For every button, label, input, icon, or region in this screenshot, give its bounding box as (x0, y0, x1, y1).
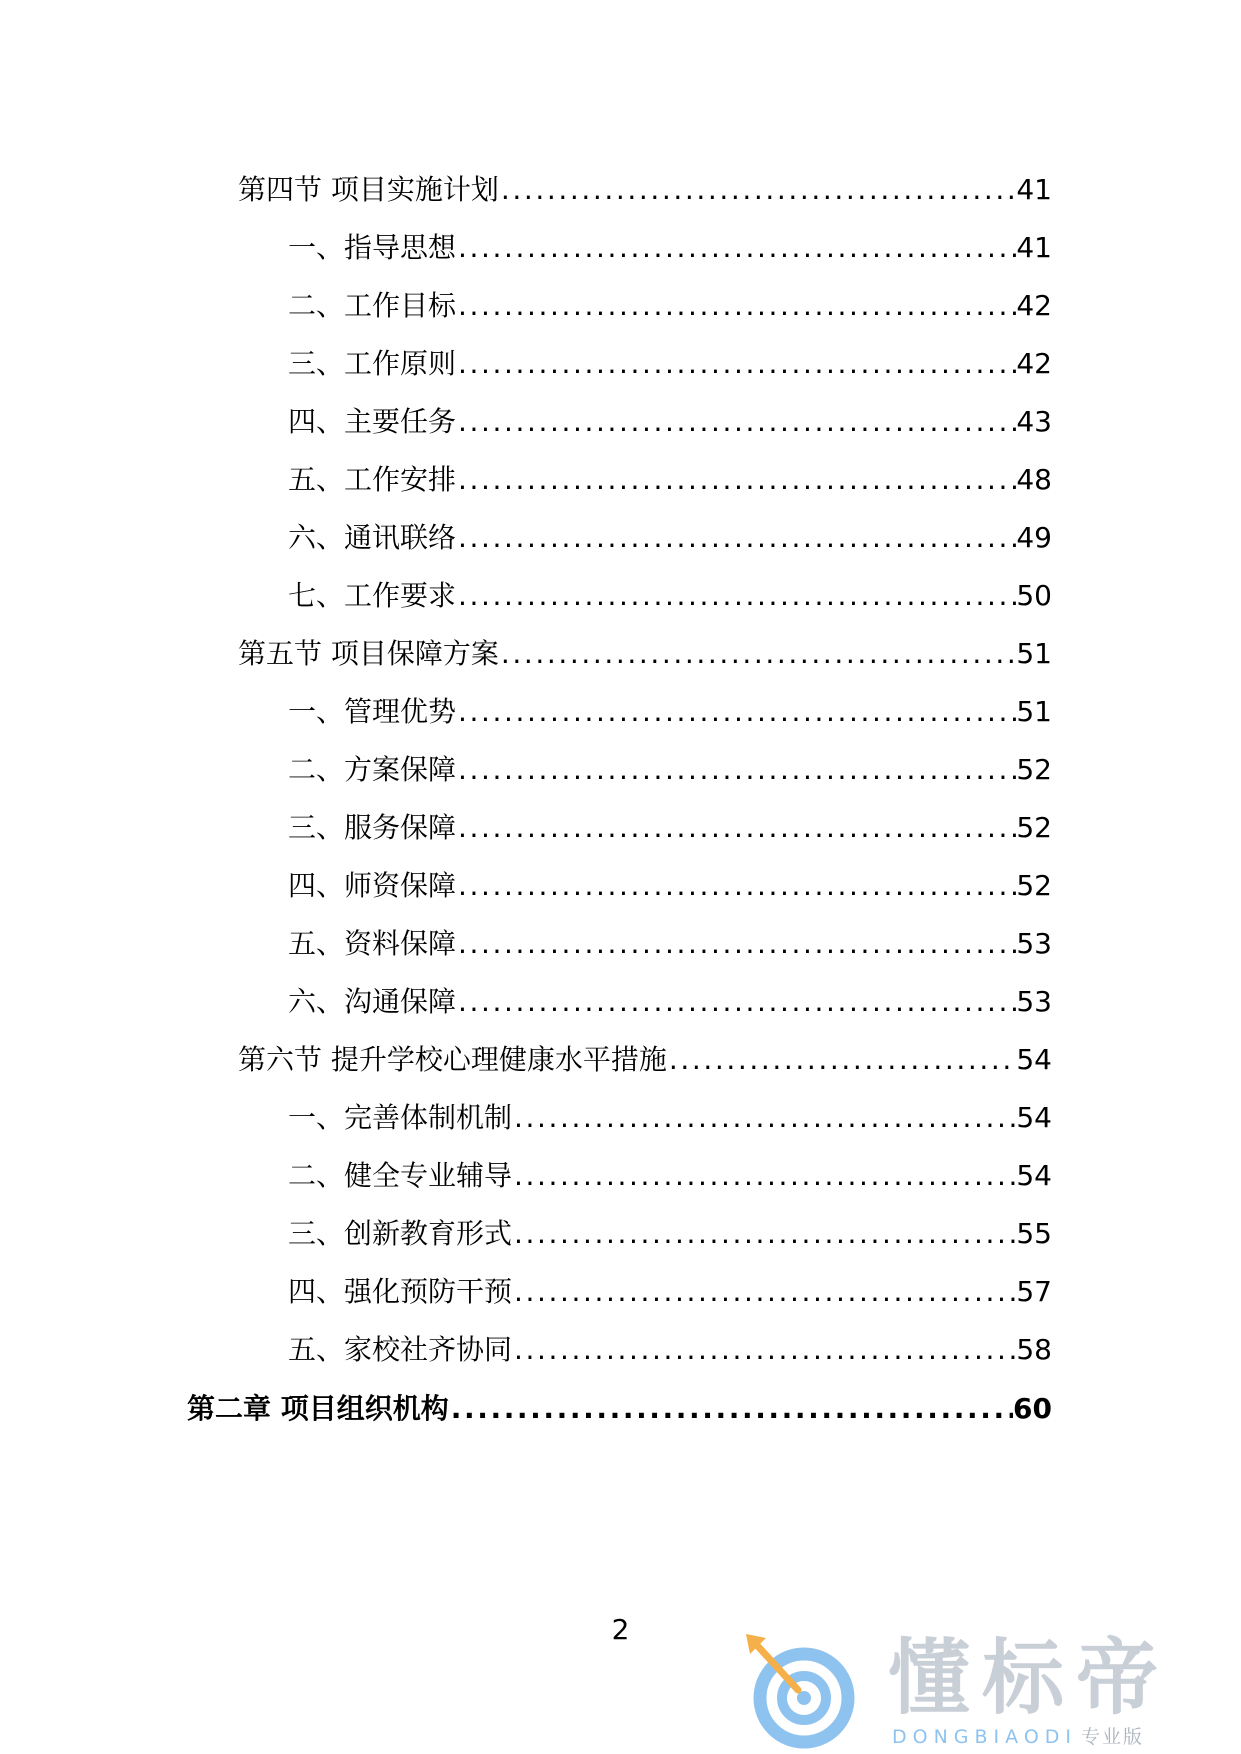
toc-dot-leader (514, 1098, 1016, 1138)
toc-dot-leader (458, 518, 1016, 558)
toc-entry-page: 49 (1016, 521, 1052, 554)
watermark-edition: 专业版 (1081, 1726, 1145, 1748)
toc-dot-leader (458, 924, 1016, 964)
toc-entry[interactable] (288, 576, 1052, 616)
toc-dot-leader (458, 866, 1016, 906)
toc-entry-page: 57 (1016, 1275, 1052, 1308)
toc-dot-leader (458, 692, 1016, 732)
toc-entry-page: 53 (1016, 927, 1052, 960)
toc-entry-page: 54 (1016, 1101, 1052, 1134)
toc-entry-title: 五、家校社齐协同 (288, 1333, 513, 1366)
toc-entry-title: 三、服务保障 (288, 811, 457, 844)
toc-entry[interactable] (288, 1098, 1052, 1138)
toc-entry-page: 54 (1016, 1043, 1052, 1076)
toc-entry-title: 三、工作原则 (288, 347, 457, 380)
toc-dot-leader (458, 808, 1016, 848)
watermark (740, 1632, 1230, 1750)
toc-entry[interactable] (288, 692, 1052, 732)
toc-entry-page: 42 (1016, 289, 1052, 322)
toc-entry[interactable] (238, 1040, 1052, 1080)
target-logo-icon (740, 1632, 870, 1750)
toc-entry-chapter[interactable] (187, 1389, 1052, 1429)
toc-entry-page: 52 (1016, 811, 1052, 844)
toc-entry-page: 41 (1016, 231, 1052, 264)
toc-entry-title: 一、管理优势 (288, 695, 457, 728)
toc-entry-page: 60 (1013, 1392, 1052, 1425)
toc-entry-title: 七、工作要求 (288, 579, 457, 612)
toc-dot-leader (501, 170, 1016, 210)
toc-dot-leader (458, 286, 1016, 326)
toc-dot-leader (514, 1272, 1016, 1312)
toc-dot-leader (458, 344, 1016, 384)
toc-entry[interactable] (288, 1214, 1052, 1254)
toc-entry-page: 53 (1016, 985, 1052, 1018)
toc-dot-leader (451, 1389, 1013, 1429)
toc-dot-leader (514, 1214, 1016, 1254)
watermark-brand-pinyin: DONGBIAODI (892, 1726, 1078, 1748)
toc-entry-title: 第五节 项目保障方案 (238, 637, 499, 670)
toc-entry[interactable] (288, 286, 1052, 326)
toc-entry-title: 三、创新教育形式 (288, 1217, 513, 1250)
toc-entry-title: 四、主要任务 (288, 405, 457, 438)
watermark-brand-name: 懂标帝 (888, 1631, 1171, 1726)
toc-entry-title: 第六节 提升学校心理健康水平措施 (238, 1043, 667, 1076)
toc-entry-page: 51 (1016, 637, 1052, 670)
toc-entry-title: 二、工作目标 (288, 289, 457, 322)
toc-entry[interactable] (238, 634, 1052, 674)
toc-entry[interactable] (288, 750, 1052, 790)
toc-dot-leader (669, 1040, 1016, 1080)
toc-entry-title: 五、工作安排 (288, 463, 457, 496)
toc-dot-leader (514, 1330, 1016, 1370)
toc-entry-title: 二、健全专业辅导 (288, 1159, 513, 1192)
toc-entry[interactable] (238, 170, 1052, 210)
toc-entry-title: 二、方案保障 (288, 753, 457, 786)
toc-entry-page: 48 (1016, 463, 1052, 496)
toc-entry[interactable] (288, 924, 1052, 964)
toc-dot-leader (458, 750, 1016, 790)
toc-entry-page: 58 (1016, 1333, 1052, 1366)
toc-entry-title: 六、通讯联络 (288, 521, 457, 554)
toc-dot-leader (514, 1156, 1016, 1196)
toc-entry[interactable] (288, 402, 1052, 442)
toc-dot-leader (458, 460, 1016, 500)
toc-entry[interactable] (288, 866, 1052, 906)
toc-entry-title: 四、强化预防干预 (288, 1275, 513, 1308)
toc-entry[interactable] (288, 228, 1052, 268)
toc-entry-title: 六、沟通保障 (288, 985, 457, 1018)
toc-entry[interactable] (288, 344, 1052, 384)
watermark-subtitle (892, 1726, 1144, 1748)
toc-dot-leader (458, 402, 1016, 442)
toc-entry[interactable] (288, 808, 1052, 848)
toc-entry-page: 55 (1016, 1217, 1052, 1250)
toc-entry[interactable] (288, 982, 1052, 1022)
toc-entry-page: 41 (1016, 173, 1052, 206)
toc-entry[interactable] (288, 460, 1052, 500)
toc-dot-leader (458, 982, 1016, 1022)
toc-entry[interactable] (288, 518, 1052, 558)
toc-entry-page: 50 (1016, 579, 1052, 612)
toc-entry[interactable] (288, 1330, 1052, 1370)
page-number: 2 (611, 1613, 630, 1646)
toc-dot-leader (501, 634, 1016, 674)
toc-entry-title: 五、资料保障 (288, 927, 457, 960)
toc-entry-title: 四、师资保障 (288, 869, 457, 902)
toc-entry-page: 54 (1016, 1159, 1052, 1192)
toc-entry-title: 一、指导思想 (288, 231, 457, 264)
toc-entry-title: 一、完善体制机制 (288, 1101, 513, 1134)
toc-entry[interactable] (288, 1272, 1052, 1312)
toc-entry-page: 52 (1016, 869, 1052, 902)
toc-entry-page: 42 (1016, 347, 1052, 380)
toc-entry-title: 第四节 项目实施计划 (238, 173, 499, 206)
toc-entry[interactable] (288, 1156, 1052, 1196)
toc-entry-page: 52 (1016, 753, 1052, 786)
toc-entry-page: 43 (1016, 405, 1052, 438)
toc-entry-page: 51 (1016, 695, 1052, 728)
toc-dot-leader (458, 228, 1016, 268)
toc-dot-leader (458, 576, 1016, 616)
toc-entry-title: 第二章 项目组织机构 (187, 1392, 449, 1425)
